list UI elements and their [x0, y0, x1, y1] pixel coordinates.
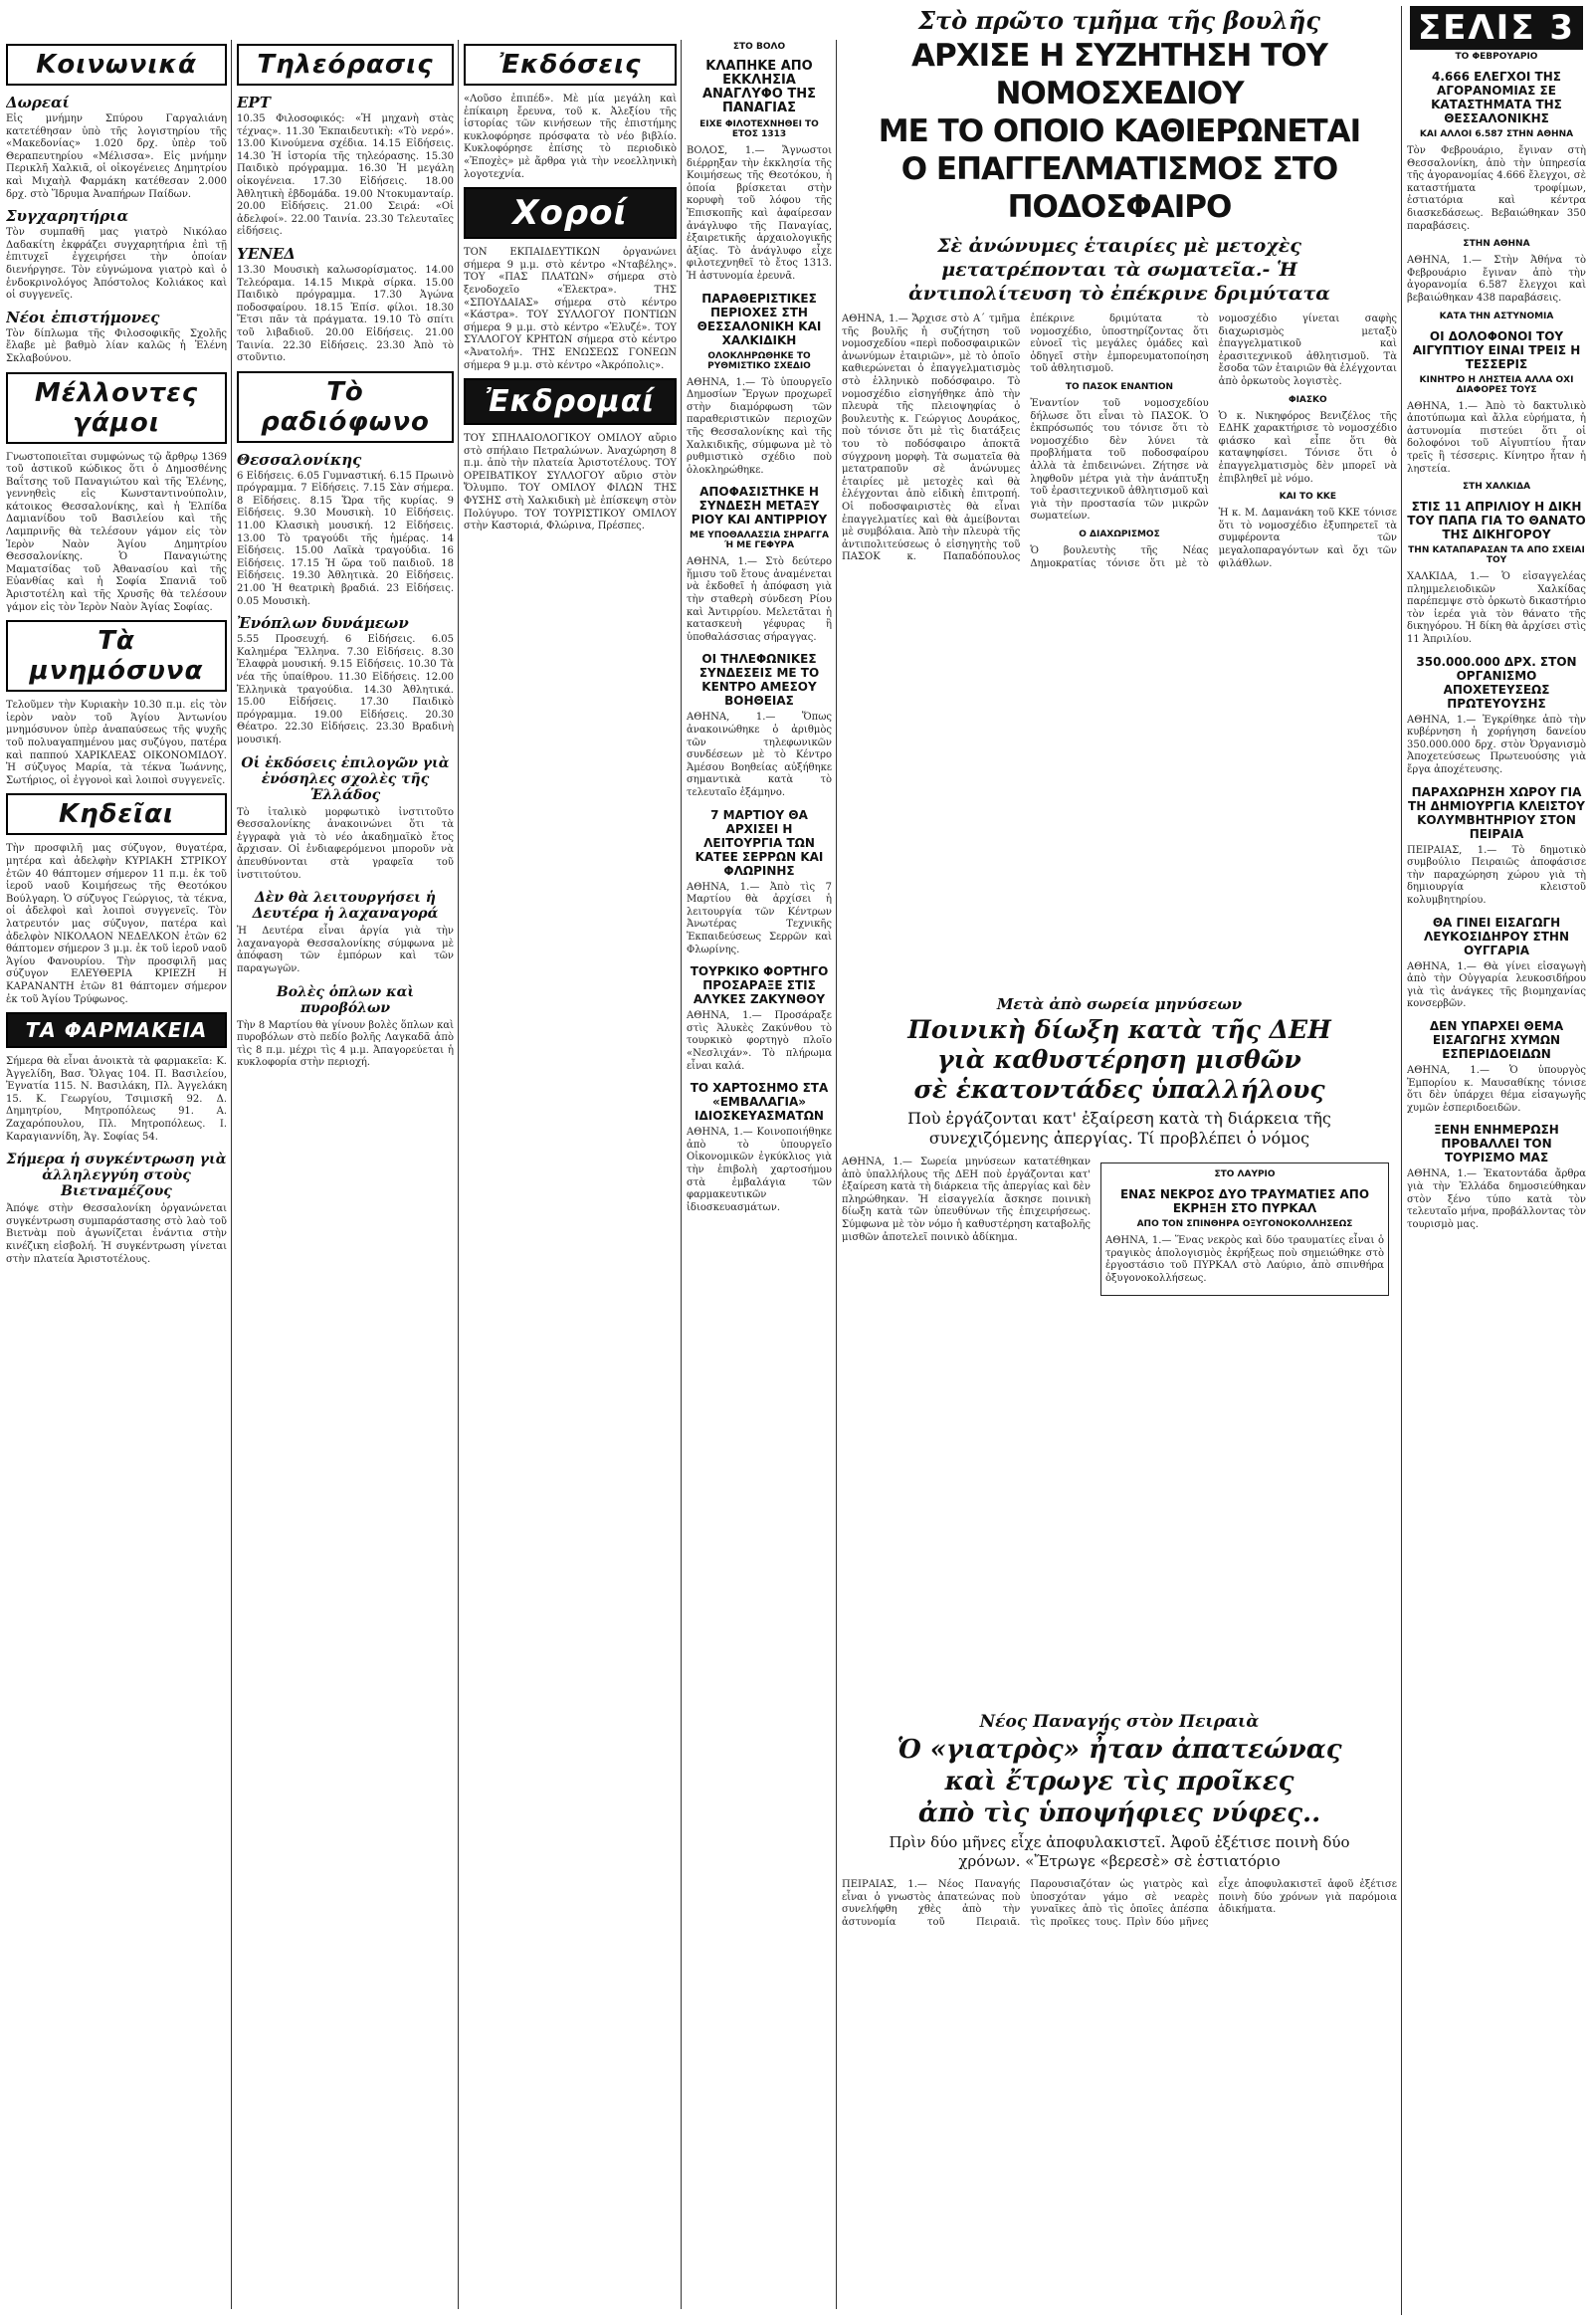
lavrio-box	[1100, 1162, 1389, 1296]
headline-agoranomia: 4.666 ΕΛΕΓΧΟΙ ΤΗΣ ΑΓΟΡΑΝΟΜΙΑΣ ΣΕ ΚΑΤΑΣΤΗΜΑΤΑ ΤΗΣ ΘΕΣΣΑΛΟΝΙΚΗΣ	[1431, 70, 1562, 125]
headline-tourismos: ΞΕΝΗ ΕΝΗΜΕΡΩΣΗ ΠΡΟΒΑΛΛΕΙ ΤΟΝ ΤΟΥΡΙΣΜΟ ΜΑΣ	[1434, 1123, 1559, 1165]
section-kideiai: Κηδεῖαι	[6, 793, 227, 835]
headline-chartosimo: ΤΟ ΧΑΡΤΟΣΗΜΟ ΣΤΑ «ΕΜΒΑΛΑΓΙΑ» ΙΔΙΟΣΚΕΥΑΣΜΑΤΩΝ	[690, 1081, 829, 1124]
dei-kicker: Μετὰ ἀπὸ σωρεία μηνύσεων	[996, 995, 1243, 1013]
lead-subhead-fiasko: ΦΙΑΣΚΟ	[1288, 394, 1327, 405]
piraeus-story	[842, 1712, 1397, 1929]
text-stin-athina: ΑΘΗΝΑ, 1.— Στὴν Ἀθήνα τὸ Φεβρουάριο ἔγιναν ἀπὸ τὴν ἀγορανομία 6.587 ἔλεγχοι καὶ βεβαιώθηκαν 438 παραβάσεις.	[1407, 255, 1586, 304]
lead-subhead-diax: Ο ΔΙΑΧΩΡΙΣΜΟΣ	[1079, 528, 1160, 539]
lead-body-fiasko: Ὁ κ. Νικηφόρος Βενιζέλος τῆς ΕΔΗΚ χαρακτήρισε τὸ νομοσχέδιο φιάσκο καὶ εἶπε ὅτι θὰ καταψηφίσει. Τόνισε ὅτι ὁ ἐπαγγελματισμὸς δὲν μπορεῖ νὰ ἐπιβληθεῖ μὲ νόμο.	[1218, 410, 1397, 485]
column-social	[6, 40, 227, 1272]
text-chartosimo: ΑΘΗΝΑ, 1.— Κοινοποιήθηκε ἀπὸ τὸ ὑπουργεῖο Οἰκονομικῶν ἐγκύκλιος γιὰ τὴν ἐπιβολὴ χαρτοσήμου στὰ ἐμβαλάγια τῶν φαρμακευτικῶν ἰδιοσκευασμάτων.	[687, 1127, 832, 1213]
section-mnimosyna: Τὰ μνημόσυνα	[6, 620, 227, 692]
subhead-stin-athina: ΣΤΗΝ ΑΘΗΝΑ	[1463, 239, 1530, 250]
subhead-listeia: ΚΙΝΗΤΡΟ Η ΛΗΣΤΕΙΑ ΑΛΛΑ ΟΧΙ ΔΙΑΦΟΡΕΣ ΤΟΥΣ	[1419, 374, 1574, 395]
headline-kolymvitirio: ΠΑΡΑΧΩΡΗΣΗ ΧΩΡΟΥ ΓΙΑ ΤΗ ΔΗΜΙΟΥΡΓΙΑ ΚΛΕΙΣΤΟΥ ΚΟΛΥΜΒΗΤΗΡΙΟΥ ΣΤΟΝ ΠΕΙΡΑΙΑ	[1408, 784, 1585, 841]
heading-galiko: Οἱ ἐκδόσεις ἐπιλογῶν γιὰ ἐνόσηλες σχολὲς τῆς Ἑλλάδος	[241, 754, 450, 803]
heading-ert: ΕΡΤ	[237, 94, 271, 111]
text-kideiai: Τὴν προσφιλῆ μας σύζυγον, θυγατέρα, μητέρα καὶ ἀδελφὴν ΚΥΡΙΑΚΗ ΣΤΡΙΚΟΥ ἐτῶν 40 θάπτομεν σήμερον 11 π.μ. ἐκ τοῦ ἱεροῦ ναοῦ Κοιμήσεως τῆς Θεοτόκου Βούλγαρη. Ὁ σύζυγος Γεώργιος, τὰ τέκνα, οἱ ἀδελφοὶ καὶ λοιποὶ συγγενεῖς. Τὸν λατρευτόν μας σύζυγον, πατέρα καὶ ἀδελφὸν ΝΙΚΟΛΑΟΝ ΝΕΔΕΛΚΟΝ ἐτῶν 62 θάπτομεν σήμερον 3 μ.μ. ἐκ τοῦ ἱεροῦ ναοῦ Ἁγίου Φανουρίου. Τὴν προσφιλῆ μας σύζυγον ΕΛΕΥΘΕΡΙΑ ΚΡΙΕΖΗ Η ΚΑΡΑΝΑΝΤΗ ἐτῶν 81 θάπτομεν σήμερον ἐκ τοῦ Ἁγίου Τρύφωνος.	[6, 843, 227, 1005]
lavrio-headline: ΕΝΑΣ ΝΕΚΡΟΣ ΔΥΟ ΤΡΑΥΜΑΤΙΕΣ ΑΠΟ ΕΚΡΗΞΗ ΣΤΟ ΠΥΡΚΑΛ	[1119, 1187, 1370, 1215]
lavrio-subhead: ΑΠΟ ΤΟΝ ΣΠΙΝΘΗΡΑ ΟΞΥΓΟΝΟΚΟΛΛΗΣΕΩΣ	[1136, 1219, 1353, 1229]
text-aigyptios: ΑΘΗΝΑ, 1.— Ἀπὸ τὸ δακτυλικὸ ἀποτύπωμα καὶ ἄλλα εὑρήματα, ἡ ἀστυνομία πιστεύει ὅτι οἱ δολοφόνοι τοῦ Αἰγυπτίου ἦταν τρεῖς ἢ τέσσερις. Κίνητρο ἦταν ἡ ληστεία.	[1407, 400, 1586, 475]
piraeus-body-columns	[842, 1879, 1397, 1929]
subhead-athina: ΚΑΙ ΑΛΛΟΙ 6.587 ΣΤΗΝ ΑΘΗΝΑ	[1419, 129, 1574, 139]
lead-body-diax: Ὁ βουλευτὴς τῆς Νέας Δημοκρατίας τόνισε ὅτι μὲ τὸ νομοσχέδιο γίνεται σαφὴς διαχωρισμὸς μεταξὺ ἐπαγγελματικοῦ καὶ ἐρασιτεχνικοῦ ἀθλητισμοῦ. Τὰ ἔσοδα τῶν ἑταιριῶν θὰ ἐλέγχονται ἀπὸ ὁρκωτοὺς λογιστὲς.	[1030, 314, 1397, 569]
subhead-diki: ΤΗΝ ΚΑΤΑΠΑΡΑΣΑΝ ΤΑ ΑΠΟ ΣΧΕΙΑΙ ΤΟΥ	[1408, 545, 1585, 566]
text-galiko: Τὸ ἰταλικὸ μορφωτικὸ ἰνστιτοῦτο Θεσσαλονίκης ἀνακοινώνει ὅτι τὰ ἐγγραφὰ γιὰ τὸ νέο ἀκαδημαϊκὸ ἔτος ἄρχισαν. Οἱ ἐνδιαφερόμενοι μποροῦν νὰ ἀπευθύνονται στὰ γραφεῖα τοῦ ἰνστιτούτου.	[237, 806, 454, 881]
subhead-1313: ΕΙΧΕ ΦΙΛΟΤΕΧΝΗΘΕΙ ΤΟ ΕΤΟΣ 1313	[699, 119, 819, 139]
piraeus-headline-3: ἀπὸ τὶς ὑποψήφιες νύφες..	[917, 1798, 1321, 1828]
section-tileorasis: Τηλεόρασις	[237, 44, 454, 86]
lead-headline-1: ΑΡΧΙΣΕ Η ΣΥΖΗΤΗΣΗ ΤΟΥ ΝΟΜΟΣΧΕΔΙΟΥ	[910, 38, 1328, 111]
kicker-february: ΤΟ ΦΕΒΡΟΥΑΡΙΟ	[1455, 52, 1538, 62]
lead-body: ΑΘΗΝΑ, 1.— Ἄρχισε στὸ Α΄ τμῆμα τῆς βουλῆς ἡ συζήτηση τοῦ νομοσχεδίου «περὶ ποδοσφαιρικῶν ἀνωνύμων ἑταιριῶν», μὲ τὸ ὁποῖο καθιερώνεται ὁ ἐπαγγελματισμὸς στὸ ἑλληνικὸ ποδόσφαιρο. Τὸ νομοσχέδιο εἰσηγήθηκε ἀπὸ τὴν πλευρὰ τῆς πλειοψηφίας ὁ βουλευτὴς κ. Γεώργιος Δουράκος, ποὺ τόνισε ὅτι μὲ τὶς διατάξεις του τὸ ποδόσφαιρο ἀποκτᾶ σύγχρονη μορφὴ. Τὰ σωματεῖα θὰ μετατραποῦν σὲ ἀνώνυμες ἑταιρίες μὲ μετοχὲς καὶ θὰ ἐλέγχονται ἀπὸ εἰδικὴ ἐπιτροπή. Οἱ ποδοσφαιριστὲς θὰ εἶναι ἐπαγγελματίες καὶ θὰ ἀμείβονται μὲ συμβόλαια. Ἀπὸ τὴν πλευρὰ τῆς ἀντιπολιτεύσεως ὁ εἰσηγητὴς τοῦ ΠΑΣΟΚ κ. Παπαδόπουλος ἐπέκρινε δριμύτατα τὸ νομοσχέδιο, ὑποστηρίζοντας ὅτι εὐνοεῖ τὶς μεγάλες ὁμάδες καὶ ὁδηγεῖ στὴν ἐμπορευματοποίηση τοῦ ἀθλητισμοῦ.	[842, 314, 1209, 563]
dei-headline-2: γιὰ καθυστέρηση μισθῶν	[937, 1045, 1301, 1074]
heading-thessalonikis: Θεσσαλονίκης	[237, 450, 362, 469]
lead-deck: Σὲ ἀνώνυμες ἑταιρίες μὲ μετοχὲς μετατρέπονται τὰ σωματεῖα.- Ἡ ἀντιπολίτευση τὸ ἐπέκρινε δριμύτατα	[908, 235, 1330, 305]
text-klapike: ΒΟΛΟΣ, 1.— Ἄγνωστοι διέρρηξαν τὴν ἐκκλησία τῆς Κοιμήσεως τῆς Θεοτόκου, ἡ ὁποία βρίσκεται στὴν κορυφὴ τοῦ λόφου τῆς Ἐπισκοπῆς καὶ ἀφαίρεσαν ἀνάγλυφο τῆς Παναγίας, ἐξαιρετικῆς ἀρχαιολογικῆς ἀξίας. Τὸ ἀνάγλυφο εἶχε φιλοτεχνηθεῖ τὸ ἔτος 1313. Ἡ ἀστυνομία ἐρευνᾶ.	[687, 145, 832, 282]
heading-lachanagora: Δὲν θὰ λειτουργήσει ἡ Δευτέρα ἡ λαχαναγορά	[252, 890, 439, 923]
dei-deck: Ποὺ ἐργάζονται κατ' ἐξαίρεση κατὰ τὴ διάρκεια τῆς συνεχιζόμενης ἀπεργίας. Τί προβλέπει ὁ νόμος	[907, 1109, 1331, 1148]
text-agoranomia: Τὸν Φεβρουάριο, ἔγιναν στὴ Θεσσαλονίκη, ἀπὸ τὴν ὑπηρεσία τῆς ἀγορανομίας 4.666 ἔλεγχοι, σὲ καταστήματα τροφίμων, ἐστιατόρια καὶ κέντρα διασκεδάσεως. Βεβαιώθηκαν 350 παραβάσεις.	[1407, 145, 1586, 232]
dei-headline-1: Ποινικὴ δίωξη κατὰ τῆς ΔΕΗ	[907, 1015, 1331, 1044]
headline-aigyptios: ΟΙ ΔΟΛΟΦΟΝΟΙ ΤΟΥ ΑΙΓΥΠΤΙΟΥ ΕΙΝΑΙ ΤΡΕΙΣ Η ΤΕΣΣΕΡΙΣ	[1412, 328, 1581, 371]
text-mnimosyna: Τελοῦμεν τὴν Κυριακὴν 10.30 π.μ. εἰς τὸν ἱερὸν ναὸν τοῦ Ἁγίου Ἀντωνίου μνημόσυνον ὑπὲρ ἀναπαύσεως τῆς ψυχῆς τοῦ πολυαγαπημένου μας συζύγου, πατέρα καὶ παππού ΧΑΡΙΚΛΕΑΣ ΟΙΚΟΝΟΜΙΔΟΥ. Ἡ σύζυγος Μαρία, τὰ τέκνα Ἰωάννης, Σωτήριος, οἱ ἐγγονοὶ καὶ λοιποὶ συγγενεῖς.	[6, 700, 227, 786]
text-choroi: ΤΟΝ ΕΚΠΑΙΔΕΥΤΙΚΩΝ ὀργανώνει σήμερα 9 μ.μ. στὸ κέντρο «Νταβέλης». ΤΟΥ «ΠΑΣ ΠΛΑΤΩΝ» σήμερα στὸ ξενοδοχεῖο «Ἐλεκτρα». ΤΗΣ «ΣΠΟΥΔΑΙΑΣ» σήμερα στὸ κέντρο «Κάστρα». ΤΟΥ ΣΥΛΛΟΓΟΥ ΠΟΝΤΙΩΝ σήμερα 9 μ.μ. στὸ κέντρο «Ἐλυζέ». ΤΟΥ ΣΥΛΛΟΓΟΥ ΚΡΗΤΩΝ σήμερα στὸ κέντρο «Ἀνατολή». ΤΗΣ ΕΝΩΣΕΩΣ ΓΟΝΕΩΝ σήμερα 9 μ.μ. στὸ κέντρο «Ἀκρόπολις».	[464, 247, 677, 371]
section-ekdoseis: Ἐκδόσεις	[464, 44, 677, 86]
lead-body-columns	[842, 314, 1397, 951]
heading-sygcharitiria: Συγχαρητήρια	[6, 207, 128, 226]
kicker-chalkida: ΣΤΗ ΧΑΛΚΙΔΑ	[1462, 482, 1531, 493]
heading-neoi: Νέοι ἐπιστήμονες	[6, 308, 160, 326]
text-gamoi: Γνωστοποιεῖται συμφώνως τῷ ἄρθρῳ 1369 τοῦ ἀστικοῦ κώδικος ὅτι ὁ Δημοσθένης Βαΐτσης τοῦ Παναγιώτου καὶ τῆς Ἑλένης, γεννηθεὶς εἰς Κωνσταντινούπολιν, κάτοικος Θεσσαλονίκης, καὶ ἡ Ἐλπίδα Δαμιανίδου τοῦ Βασιλείου καὶ τῆς Λαμπρινῆς θὰ τελέσουν γάμον εἰς τὸν Ἱερὸν Ναὸν Ἁγίου Δημητρίου Θεσσαλονίκης. Ὁ Παναγιώτης Μαματσίδας τοῦ Ἀθανασίου καὶ τῆς Εὐανθίας καὶ ἡ Σοφία Σπανιᾶ τοῦ Ἀριστοτέλη καὶ τῆς Χρυσῆς θὰ τελέσουν γάμον εἰς τὸν Ἱερὸν Ναὸν Ἁγίας Σοφίας.	[6, 451, 227, 613]
section-farmakeia: ΤΑ ΦΑΡΜΑΚΕΙΑ	[6, 1012, 227, 1048]
subhead-rio: ΜΕ ΥΠΟΘΑΛΑΣΣΙΑ ΣΗΡΑΓΓΑ Ή ΜΕ ΓΕΦΥΡΑ	[690, 530, 829, 551]
lead-body-kke: Ἡ κ. Μ. Δαμανάκη τοῦ ΚΚΕ τόνισε ὅτι τὸ νομοσχέδιο ἐξυπηρετεῖ τὰ συμφέροντα τῶν μεγαλοπαραγόντων καὶ ὄχι τῶν φιλάθλων.	[1218, 508, 1397, 569]
column-news-short	[687, 40, 832, 1220]
column-broadcast	[237, 40, 454, 1076]
piraeus-kicker: Νέος Παναγής στὸν Πειραιὰ	[979, 1712, 1260, 1732]
headline-katee: 7 ΜΑΡΤΙΟΥ ΘΑ ΑΡΧΙΣΕΙ Η ΛΕΙΤΟΥΡΓΙΑ ΤΩΝ ΚΑΤΕΕ ΣΕΡΡΩΝ ΚΑΙ ΦΛΩΡΙΝΗΣ	[695, 807, 824, 878]
column-right	[1407, 6, 1586, 1237]
headline-apochetefsi: 350.000.000 ΔΡΧ. ΣΤΟΝ ΟΡΓΑΝΙΣΜΟ ΑΠΟΧΕΤΕΥΣΕΩΣ ΠΡΩΤΕΥΟΥΣΗΣ	[1416, 654, 1577, 711]
headline-klapike: ΚΛΑΠΗΚΕ ΑΠΟ ΕΚΚΛΗΣΙΑ ΑΝΑΓΛΥΦΟ ΤΗΣ ΠΑΝΑΓΙΑΣ	[701, 59, 817, 115]
section-choroi: Χοροί	[464, 187, 677, 239]
lead-headline-2: ΜΕ ΤΟ ΟΠΟΙΟ ΚΑΘΙΕΡΩΝΕΤΑΙ	[878, 113, 1361, 149]
text-vietnam: Ἀπόψε στὴν Θεσσαλονίκη ὀργανώνεται συγκέντρωση συμπαράστασης στὸ λαὸ τοῦ Βιετνὰμ ποὺ ἀγωνίζεται ἐνάντια στὴν κινέζικη εἰσβολή. Ἡ συγκέντρωση γίνεται στὴν πλατεία Ἀριστοτέλους.	[6, 1203, 227, 1265]
column-rule	[231, 40, 232, 2309]
lead-body-pasok: Ἐναντίον τοῦ νομοσχεδίου δήλωσε ὅτι εἶναι τὸ ΠΑΣΟΚ. Ὁ ἐκπρόσωπός του τόνισε ὅτι τὸ νομοσχέδιο δὲν λύνει τὰ προβλήματα τοῦ ποδοσφαίρου ἀλλὰ τὰ ἐπιδεινώνει. Ζήτησε νὰ ληφθοῦν μέτρα γιὰ τὴν ἀνάπτυξη τοῦ ἐρασιτεχνικοῦ ἀθλητισμοῦ καὶ γιὰ τὴν προστασία τῶν μικρῶν σωματείων.	[1030, 397, 1209, 523]
lavrio-text: ΑΘΗΝΑ, 1.— Ἕνας νεκρὸς καὶ δύο τραυματίες εἶναι ὁ τραγικὸς ἀπολογισμὸς ἐκρήξεως ποὺ σημειώθηκε στὸ ἐργοστάσιο τοῦ ΠΥΡΚΑΛ στὸ Λαύριο, ἀπὸ σπινθήρα ὀξυγονοκολλήσεως.	[1105, 1235, 1384, 1284]
text-enoplon: 5.55 Προσευχή. 6 Εἰδήσεις. 6.05 Καλημέρα Ἕλληνα. 7.30 Εἰδήσεις. 8.30 Ἐλαφρὰ μουσική. 9.15 Εἰδήσεις. 10.30 Τὰ νέα τῆς ὑπαίθρου. 11.30 Εἰδήσεις. 12.00 Ἑλληνικὰ τραγούδια. 14.30 Ἀθλητικά. 15.00 Εἰδήσεις. 17.30 Παιδικὸ πρόγραμμα. 19.00 Εἰδήσεις. 20.30 Θέατρο. 22.30 Εἰδήσεις. 23.30 Βραδινὴ μουσική.	[237, 634, 454, 745]
dei-body-row	[842, 1157, 1397, 1302]
kicker-astynomia: ΚΑΤΑ ΤΗΝ ΑΣΤΥΝΟΜΙΑ	[1439, 311, 1554, 321]
text-sygcharitiria: Τὸν συμπαθῆ μας γιατρὸ Νικόλαο Δαδακίτη ἐκφράζει συγχαρητήρια ἐπὶ τῇ ἐπιτυχεῖ ἐγχειρήσει τὴν ὁποίαν διενήργησε. Τὸν εὐγνώμονα γιατρὸ καὶ ὁ ἐνδοκρινολόγος Ἀπόστολος Κολιάκος καὶ οἱ συγγενεῖς.	[6, 227, 227, 302]
headline-paratheristikes: ΠΑΡΑΘΕΡΙΣΤΙΚΕΣ ΠΕΡΙΟΧΕΣ ΣΤΗ ΘΕΣΣΑΛΟΝΙΚΗ ΚΑΙ ΧΑΛΚΙΔΙΚΗ	[696, 291, 822, 347]
headline-tilefonikes: ΟΙ ΤΗΛΕΦΩΝΙΚΕΣ ΣΥΝΔΕΣΕΙΣ ΜΕ ΤΟ ΚΕΝΤΡΟ ΑΜΕΣΟΥ ΒΟΗΘΕΙΑΣ	[698, 652, 820, 709]
text-tourismos: ΑΘΗΝΑ, 1.— Ἐκατοντάδα ἄρθρα γιὰ τὴν Ἑλλάδα δημοσιεύθηκαν στὸν ξένο τύπο κατὰ τὸν τελευταῖο μήνα, προβάλλοντας τὸν τουρισμὸ μας.	[1407, 1168, 1586, 1230]
lavrio-kicker: ΣΤΟ ΛΑΥΡΙΟ	[1214, 1169, 1276, 1179]
text-ekdromai: ΤΟΥ ΣΠΗΛΑΙΟΛΟΓΙΚΟΥ ΟΜΙΛΟΥ αὔριο στὸ σπήλαιο Πετραλώνων. Ἀναχώρηση 8 π.μ. ἀπὸ τὴν πλατεία Ἀριστοτέλους. ΤΟΥ ΟΡΕΙΒΑΤΙΚΟΥ ΣΥΛΛΟΓΟΥ αὔριο στὸν Ὄλυμπο. ΤΟΥ ΟΜΙΛΟΥ ΦΙΛΩΝ ΤΗΣ ΦΥΣΗΣ στὴ Χαλκιδικὴ μὲ ἐπίσκεψη στὸν Πολύγυρο. ΤΟΥ ΤΟΥΡΙΣΤΙΚΟΥ ΟΜΙΛΟΥ στὴν Καστοριά, Φλώρινα, Πρέσπες.	[464, 433, 677, 532]
section-gamoi: Μέλλοντες γάμοι	[6, 372, 227, 444]
dei-headline-3: σὲ ἑκατοντάδες ὑπαλλήλους	[913, 1075, 1325, 1104]
piraeus-headline-1: Ὁ «γιατρὸς» ἦταν ἀπατεώνας	[896, 1735, 1342, 1765]
text-tilefonikes: ΑΘΗΝΑ, 1.— Ὅπως ἀνακοινώθηκε ὁ ἀριθμὸς τῶν τηλεφωνικῶν συνδέσεων μὲ τὸ Κέντρο Ἀμέσου Βοηθείας αὐξήθηκε σημαντικὰ κατὰ τὸ τελευταῖο ἑξάμηνο.	[687, 712, 832, 798]
dei-body: ΑΘΗΝΑ, 1.— Σωρεία μηνύσεων κατατέθηκαν ἀπὸ ὑπαλλήλους τῆς ΔΕΗ ποὺ ἐργάζονται κατ' ἐξαίρεση κατὰ τὴ διάρκεια τῆς ἀπεργίας καὶ δὲν πληρώθηκαν. Ἡ εἰσαγγελία ἄσκησε ποινικὴ δίωξη κατὰ τῶν ὑπευθύνων τῆς ἐπιχειρήσεως. Σύμφωνα μὲ τὸν νόμο ἡ καθυστέρηση καταβολῆς μισθῶν ἀποτελεῖ ποινικὸ ἀδίκημα.	[842, 1157, 1091, 1243]
text-fortigo: ΑΘΗΝΑ, 1.— Προσάραξε στὶς Ἁλυκὲς Ζακύνθου τὸ τουρκικὸ φορτηγὸ πλοῖο «Νεσλιχάν». Τὸ πλήρωμα εἶναι καλά.	[687, 1010, 832, 1072]
text-neoi: Τὸν δίπλωμα τῆς Φιλοσοφικῆς Σχολῆς ἔλαβε μὲ βαθμὸ λίαν καλῶς ἡ Ἑλένη Σκλαβούνου.	[6, 327, 227, 364]
text-diki: ΧΑΛΚΙΔΑ, 1.— Ὁ εἰσαγγελέας πλημμελειοδικῶν Χαλκίδας παρέπεμψε στὸ ὁρκωτὸ δικαστήριο τὸν ἱερέα γιὰ τὸν θάνατο τῆς δικηγόρου. Ἡ δίκη θὰ ἀρχίσει στὶς 11 Ἀπριλίου.	[1407, 571, 1586, 646]
page-logo-wrap	[1407, 6, 1586, 50]
text-paratheristikes: ΑΘΗΝΑ, 1.— Τὸ ὑπουργεῖο Δημοσίων Ἔργων προχωρεῖ στὴν διαμόρφωση τῶν παραθεριστικῶν περιοχῶν τῆς Θεσσαλονίκης καὶ τῆς Χαλκιδικῆς, σύμφωνα μὲ τὸ ρυθμιστικὸ σχέδιο ποὺ ὁλοκληρώθηκε.	[687, 376, 832, 476]
text-rio: ΑΘΗΝΑ, 1.— Στὸ δεύτερο ἥμισυ τοῦ ἔτους ἀναμένεται νὰ ἐκδοθεῖ ἡ ἀπόφαση γιὰ τὴν σταθερὴ σύνδεση Ρίου καὶ Ἀντιρρίου. Μελετᾶται ἡ κατασκευὴ γέφυρας ἢ ὑποθαλάσσιας σήραγγας.	[687, 556, 832, 643]
text-ert: 10.35 Φιλοσοφικός: «Ἡ μηχανὴ στὰς τέχνας». 11.30 Ἐκπαιδευτικὴ: «Τὸ νερό». 13.00 Κινούμενα σχέδια. 14.15 Εἰδήσεις. 14.30 Ἡ ἱστορία τῆς τηλεόρασης. 15.30 Παιδικὸ πρόγραμμα. 16.30 Ἡ μεγάλη οἰκογένεια. 17.30 Εἰδήσεις. 18.00 Ἀθλητικὴ ἑβδομάδα. 19.00 Ντοκυμανταίρ. 20.00 Εἰδήσεις. 21.00 Σειρά: «Οἱ ἀδελφοί». 22.00 Ταινία. 23.30 Τελευταῖες εἰδήσεις.	[237, 113, 454, 238]
text-chymoi: ΑΘΗΝΑ, 1.— Ὁ ὑπουργὸς Ἐμπορίου κ. Μαυσαθίκης τόνισε ὅτι δὲν ὑπάρχει θέμα εἰσαγωγῆς χυμῶν ἐσπεριδοειδῶν.	[1407, 1064, 1586, 1114]
text-doreai: Εἰς μνήμην Σπύρου Γαργαλιάνη κατετέθησαν ὑπὸ τῆς λογιστηρίου τῆς «Μακεδονίας» 1.020 δρχ. ὑπὲρ τοῦ Θεραπευτηρίου «Μέλισσα». Εἰς μνήμην Περικλῆ Χαλκιᾶ, οἱ οἰκογένειες Δημητρίου καὶ Μιχαὴλ Φαρμάκη κατέθεσαν 2.000 δρχ. στὸ Ἵδρυμα Ἀναπήρων Παίδων.	[6, 113, 227, 200]
text-ekdoseis: «Λοῦσο ἐπιπέδ». Μὲ μία μεγάλη καὶ ἐπίκαιρη ἔρευνα, τοῦ κ. Ἀλεξίου τῆς ἱστορίας τῶν κινήσεων τῆς ἐπιστήμης κυκλοφόρησε πρόσφατα τὸ νέο βιβλίο. Κυκλοφόρησε ἐπίσης τὸ περιοδικὸ «Ἐποχὲς» μὲ ἄρθρα γιὰ τὴν νεοελληνικὴ λογοτεχνία.	[464, 94, 677, 180]
heading-vietnam: Σήμερα ἡ συγκέντρωση γιὰ ἀλληλεγγύη στοὺς Βιετναμέζους	[6, 1152, 227, 1200]
lead-story	[842, 6, 1397, 951]
headline-fortigo: ΤΟΥΡΚΙΚΟ ΦΟΡΤΗΓΟ ΠΡΟΣΑΡΑΞΕ ΣΤΙΣ ΑΛΥΚΕΣ ΖΑΚΥΝΘΟΥ	[690, 964, 829, 1007]
text-kolymvitirio: ΠΕΙΡΑΙΑΣ, 1.— Τὸ δημοτικὸ συμβούλιο Πειραιῶς ἀποφάσισε τὴν παραχώρηση χώρου γιὰ τὴ δημιουργία κλειστοῦ κολυμβητηρίου.	[1407, 844, 1586, 906]
text-voles: Τὴν 8 Μαρτίου θὰ γίνουν βολὲς ὅπλων καὶ πυροβόλων στὸ πεδίο βολῆς Λαγκαδᾶ ἀπὸ τὶς 8 π.μ. μέχρι τὶς 4 μ.μ. Ἀπαγορεύεται ἡ κυκλοφορία στὴν περιοχή.	[237, 1019, 454, 1069]
column-events	[464, 40, 677, 539]
heading-enoplon: Ἐνόπλων δυνάμεων	[237, 614, 409, 633]
lead-headline-3: Ο ΕΠΑΓΓΕΛΜΑΤΙΣΜΟΣ ΣΤΟ ΠΟΔΟΣΦΑΙΡΟ	[900, 151, 1338, 225]
subhead-rythmistiko: ΟΛΟΚΛΗΡΩΘΗΚΕ ΤΟ ΡΥΘΜΙΣΤΙΚΟ ΣΧΕΔΙΟ	[707, 350, 811, 371]
kicker-volos: ΣΤΟ ΒΟΛΟ	[732, 42, 786, 52]
text-thessalonikis: 6 Εἰδήσεις. 6.05 Γυμναστική. 6.15 Πρωινὸ πρόγραμμα. 7 Εἰδήσεις. 7.15 Σὰν σήμερα. 8 Εἰδήσεις. 8.15 Ὥρα τῆς κυρίας. 9 Εἰδήσεις. 9.30 Μουσικὴ. 10 Εἰδήσεις. 11.00 Κλασικὴ μουσική. 12 Εἰδήσεις. 13.00 Τὸ τραγούδι τῆς ἡμέρας. 14 Εἰδήσεις. 15.00 Λαϊκὰ τραγούδια. 16 Εἰδήσεις. 17.15 Ἡ ὥρα τοῦ παιδιοῦ. 18 Εἰδήσεις. 19.30 Ἀθλητικὰ. 20 Εἰδήσεις. 21.00 Ἡ θεατρικὴ βραδιά. 23 Εἰδήσεις. 0.05 Μουσικὴ.	[237, 470, 454, 607]
lead-kicker: Στὸ πρῶτο τμῆμα τῆς βουλῆς	[918, 6, 1320, 35]
page-logo: ΣΕΛΙΣ 3	[1410, 6, 1583, 50]
section-radiofono: Τὸ ραδιόφωνο	[237, 371, 454, 443]
heading-doreai: Δωρεαί	[6, 94, 70, 111]
heading-voles: Βολὲς ὁπλων καὶ πυροβόλων	[276, 983, 415, 1016]
column-rule	[458, 40, 459, 2309]
headline-rio: ΑΠΟΦΑΣΙΣΤΗΚΕ Η ΣΥΝΔΕΣΗ ΜΕΤΑΞΥ ΡΙΟΥ ΚΑΙ ΑΝΤΙΡΡΙΟΥ	[691, 485, 828, 528]
piraeus-deck: Πρὶν δύο μῆνες εἶχε ἀποφυλακιστεῖ. Ἀφοῦ ἐξέτισε ποινὴ δύο χρόνων. «Ἔτρωγε «βερεσὲ» σὲ ἑστιατόριο	[889, 1833, 1350, 1870]
piraeus-body: ΠΕΙΡΑΙΑΣ, 1.— Νέος Παναγής εἶναι ὁ γνωστὸς ἀπατεώνας ποὺ συνελήφθη χθὲς ἀπὸ τὴν ἀστυνομία τοῦ Πειραιᾶ. Παρουσιαζόταν ὡς γιατρὸς καὶ ὑποσχόταν γάμο σὲ νεαρὲς γυναῖκες ἀπὸ τὶς ὁποῖες ἀπέσπα τὶς προῖκες τους. Πρὶν δύο μῆνες εἶχε ἀποφυλακιστεῖ ἀφοῦ ἐξέτισε ποινὴ δύο χρόνων γιὰ παρόμοια ἀδικήματα.	[842, 1879, 1397, 1928]
piraeus-headline-2: καὶ ἔτρωγε τὶς προῖκες	[944, 1767, 1294, 1796]
text-lefkosidiros: ΑΘΗΝΑ, 1.— Θὰ γίνει εἰσαγωγὴ ἀπὸ τὴν Οὐγγαρία λευκοσιδήρου γιὰ τὶς ἀνάγκες τῆς βιομηχανίας κονσερβῶν.	[1407, 960, 1586, 1010]
headline-chymoi: ΔΕΝ ΥΠΑΡΧΕΙ ΘΕΜΑ ΕΙΣΑΓΩΓΗΣ ΧΥΜΩΝ ΕΣΠΕΡΙΔΟΕΙΔΩΝ	[1429, 1018, 1564, 1061]
section-koinonika: Κοινωνικά	[6, 44, 227, 86]
column-rule	[681, 40, 682, 2309]
column-rule	[1401, 6, 1402, 2315]
column-rule	[836, 40, 837, 2309]
text-katee: ΑΘΗΝΑ, 1.— Ἀπὸ τὶς 7 Μαρτίου θὰ ἀρχίσει ἡ λειτουργία τῶν Κέντρων Ἀνωτέρας Τεχνικῆς Ἐκπαιδεύσεως Σερρῶν καὶ Φλωρίνης.	[687, 881, 832, 955]
text-lachanagora: Ἡ Δευτέρα εἶναι ἀργία γιὰ τὴν λαχαναγορὰ Θεσσαλονίκης σύμφωνα μὲ ἀπόφαση τῶν ἐμπόρων καὶ τῶν παραγωγῶν.	[237, 926, 454, 974]
lead-subhead-pasok: ΤΟ ΠΑΣΟΚ ΕΝΑΝΤΙΟΝ	[1065, 381, 1174, 392]
text-apochetefsi: ΑΘΗΝΑ, 1.— Ἐγκρίθηκε ἀπὸ τὴν κυβέρνηση ἡ χορήγηση δανείου 350.000.000 δρχ. στὸν Ὀργανισμὸ Ἀποχετεύσεως Πρωτευούσης γιὰ ἔργα ἀποχέτευσης.	[1407, 714, 1586, 776]
section-ekdromai: Ἐκδρομαί	[464, 378, 677, 425]
headline-lefkosidiros: ΘΑ ΓΙΝΕΙ ΕΙΣΑΓΩΓΗ ΛΕΥΚΟΣΙΔΗΡΟΥ ΣΤΗΝ ΟΥΓΓΑΡΙΑ	[1424, 915, 1569, 957]
lead-subhead-kke: ΚΑΙ ΤΟ ΚΚΕ	[1279, 492, 1337, 503]
text-yened: 13.30 Μουσικὴ καλωσορίσματος. 14.00 Τελεόραμα. 14.15 Μικρὰ σίρκα. 15.00 Παιδικὸ πρόγραμμα. 17.30 Ἀγώνα ποδοσφαίρου. 18.15 Ἐπίσ. φίλοι. 18.30 Ἔτσι πᾶν τὰ πράγματα. 19.10 Τὸ σπίτι τοῦ λιβαδιοῦ. 20.00 Εἰδήσεις. 21.00 Ταινία. 22.30 Εἰδήσεις. 23.30 Ἀπὸ τὸ στοῦντιο.	[237, 264, 454, 364]
text-farmakeia: Σήμερα θὰ εἶναι ἀνοικτὰ τὰ φαρμακεῖα: Κ. Ἀγγελίδη, Βασ. Ὄλγας 104. Π. Βασιλείου, Ἐγνατία 115. Ν. Βασιλάκη, Πλ. Ἀγγελάκη 15. Κ. Γεωργίου, Τσιμισκῆ 92. Δ. Δημητρίου, Μητροπόλεως 91. Α. Ζαχαρόπουλου, Πλ. Μητροπόλεως. Ι. Καραγιαννίδη, Ἁγ. Σοφίας 54.	[6, 1056, 227, 1143]
heading-yened: ΥΕΝΕΔ	[237, 244, 296, 263]
dei-story	[842, 995, 1397, 1302]
headline-diki: ΣΤΙΣ 11 ΑΠΡΙΛΙΟΥ Η ΔΙΚΗ ΤΟΥ ΠΑΠΑ ΓΙΑ ΤΟ ΘΑΝΑΤΟ ΤΗΣ ΔΙΚΗΓΟΡΟΥ	[1407, 500, 1586, 542]
